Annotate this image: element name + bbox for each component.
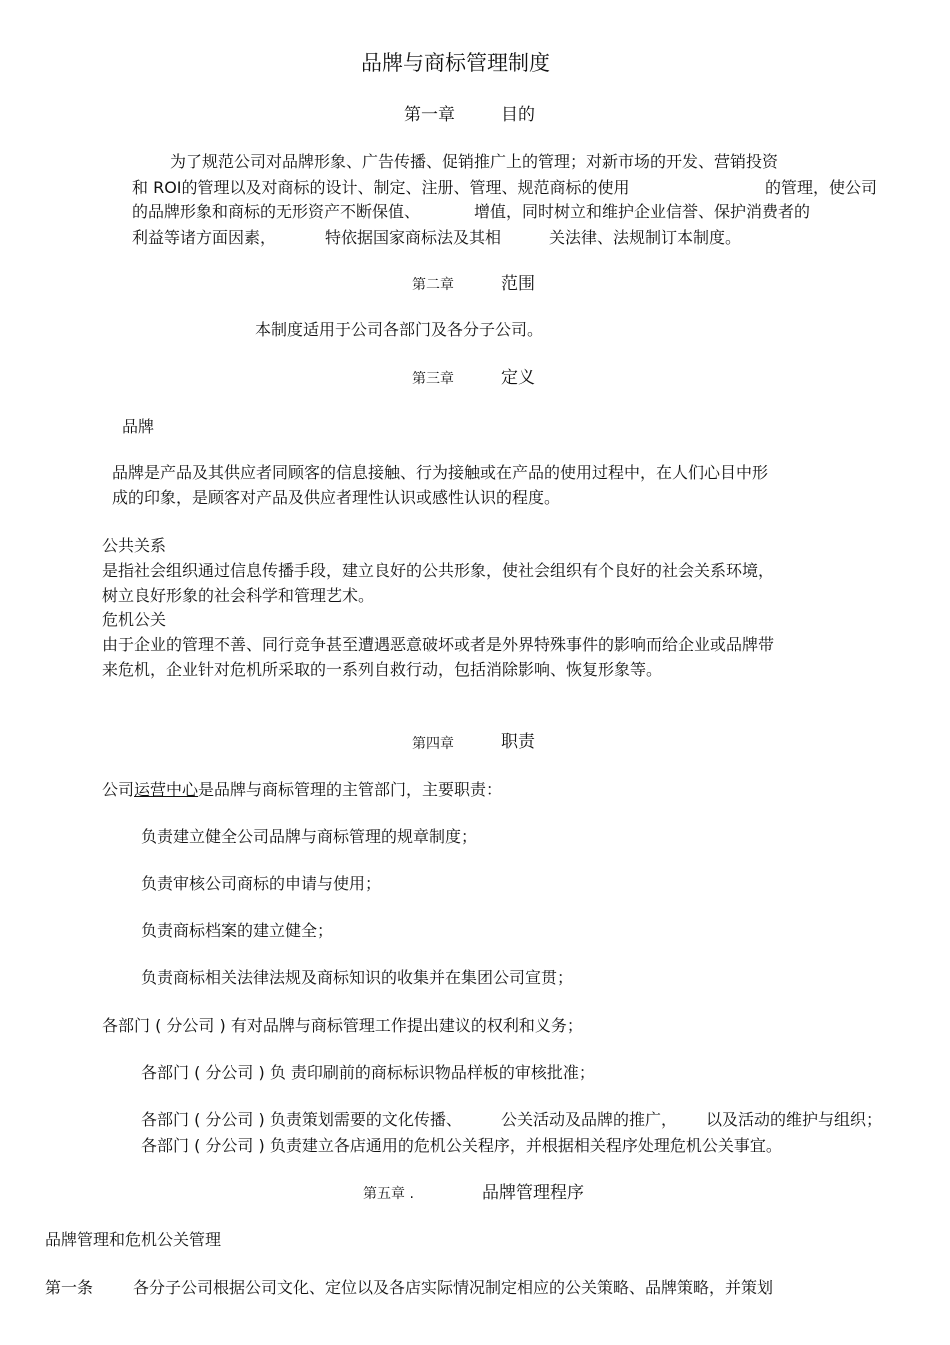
dept-duty-item: 以及活动的维护与组织； [706, 1110, 883, 1129]
chapter-1-text: 增值，同时树立和维护企业信誉、保护消费者的 [474, 202, 811, 221]
crisis-definition: 由于企业的管理不善、同行竞争甚至遭遇恶意破坏或者是外界特殊事件的影响而给企业或品牌带 [102, 635, 775, 654]
operations-center-link: 运营中心 [134, 780, 199, 799]
chapter-1-title: 目的 [501, 105, 535, 125]
chapter-5-title: 品牌管理程序 [482, 1183, 584, 1203]
chapter-1-text: 特依据国家商标法及其相 [325, 228, 502, 247]
pr-definition: 树立良好形象的社会科学和管理艺术。 [102, 586, 375, 605]
brand-definition: 成的印象，是顾客对产品及供应者理性认识或感性认识的程度。 [112, 488, 561, 507]
section-heading: 品牌管理和危机公关管理 [45, 1230, 222, 1249]
chapter-3-number: 第三章 [412, 371, 454, 387]
chapter-5-number: 第五章 . [363, 1186, 414, 1202]
duty-item: 负责审核公司商标的申请与使用； [141, 874, 382, 893]
brand-term: 品牌 [122, 417, 155, 436]
duties-intro-suffix: 是品牌与商标管理的主管部门，主要职责： [198, 780, 503, 799]
duty-item: 负责商标相关法律法规及商标知识的收集并在集团公司宣贯； [141, 968, 574, 987]
chapter-1-text: 关法律、法规制订本制度。 [549, 228, 742, 247]
dept-duties-intro: 各部门 ( 分公司 ) 有对品牌与商标管理工作提出建议的权利和义务； [102, 1016, 583, 1035]
chapter-2-text: 本制度适用于公司各部门及各分子公司。 [255, 320, 544, 339]
article-1-text: 各分子公司根据公司文化、定位以及各店实际情况制定相应的公关策略、品牌策略，并策划 [133, 1278, 774, 1297]
brand-definition: 品牌是产品及其供应者同顾客的信息接触、行为接触或在产品的使用过程中，在人们心目中形 [112, 463, 769, 482]
dept-duty-item: 各部门 ( 分公司 ) 负责建立各店通用的危机公关程序，并根据相关程序处理危机公关事宜。 [141, 1136, 782, 1155]
chapter-4-title: 职责 [501, 732, 535, 752]
article-1-label: 第一条 [45, 1278, 94, 1297]
chapter-3-title: 定义 [501, 368, 535, 388]
chapter-2-title: 范围 [501, 274, 535, 294]
duty-item: 负责商标档案的建立健全； [141, 921, 334, 940]
chapter-4-number: 第四章 [412, 736, 454, 752]
duties-intro-prefix: 公司 [102, 780, 135, 799]
pr-term: 公共关系 [102, 536, 167, 555]
dept-duty-item: 公关活动及品牌的推广， [501, 1110, 678, 1129]
crisis-definition: 来危机，企业针对危机所采取的一系列自救行动，包括消除影响、恢复形象等。 [102, 660, 663, 679]
chapter-1-text: 的管理，使公司 [765, 178, 878, 197]
duties-intro [102, 782, 502, 798]
chapter-1-number: 第一章 [404, 105, 455, 125]
crisis-term: 危机公关 [102, 610, 167, 629]
pr-definition: 是指社会组织通过信息传播手段，建立良好的公共形象，使社会组织有个良好的社会关系环境， [102, 561, 775, 580]
chapter-2-number: 第二章 [412, 277, 454, 293]
chapter-1-text: 为了规范公司对品牌形象、广告传播、促销推广上的管理；对新市场的开发、营销投资 [170, 152, 779, 171]
dept-duty-item: 各部门 ( 分公司 ) 负责策划需要的文化传播、 [141, 1110, 462, 1129]
page-title: 品牌与商标管理制度 [361, 51, 550, 75]
duty-item: 负责建立健全公司品牌与商标管理的规章制度； [141, 827, 478, 846]
chapter-1-text: 的品牌形象和商标的无形资产不断保值、 [132, 202, 421, 221]
chapter-1-text: 利益等诸方面因素， [132, 228, 277, 247]
chapter-1-text: 和 ROI的管理以及对商标的设计、制定、注册、管理、规范商标的使用 [132, 178, 630, 197]
dept-duty-item: 各部门 ( 分公司 ) 负 责印刷前的商标标识物品样板的审核批准； [141, 1063, 595, 1082]
